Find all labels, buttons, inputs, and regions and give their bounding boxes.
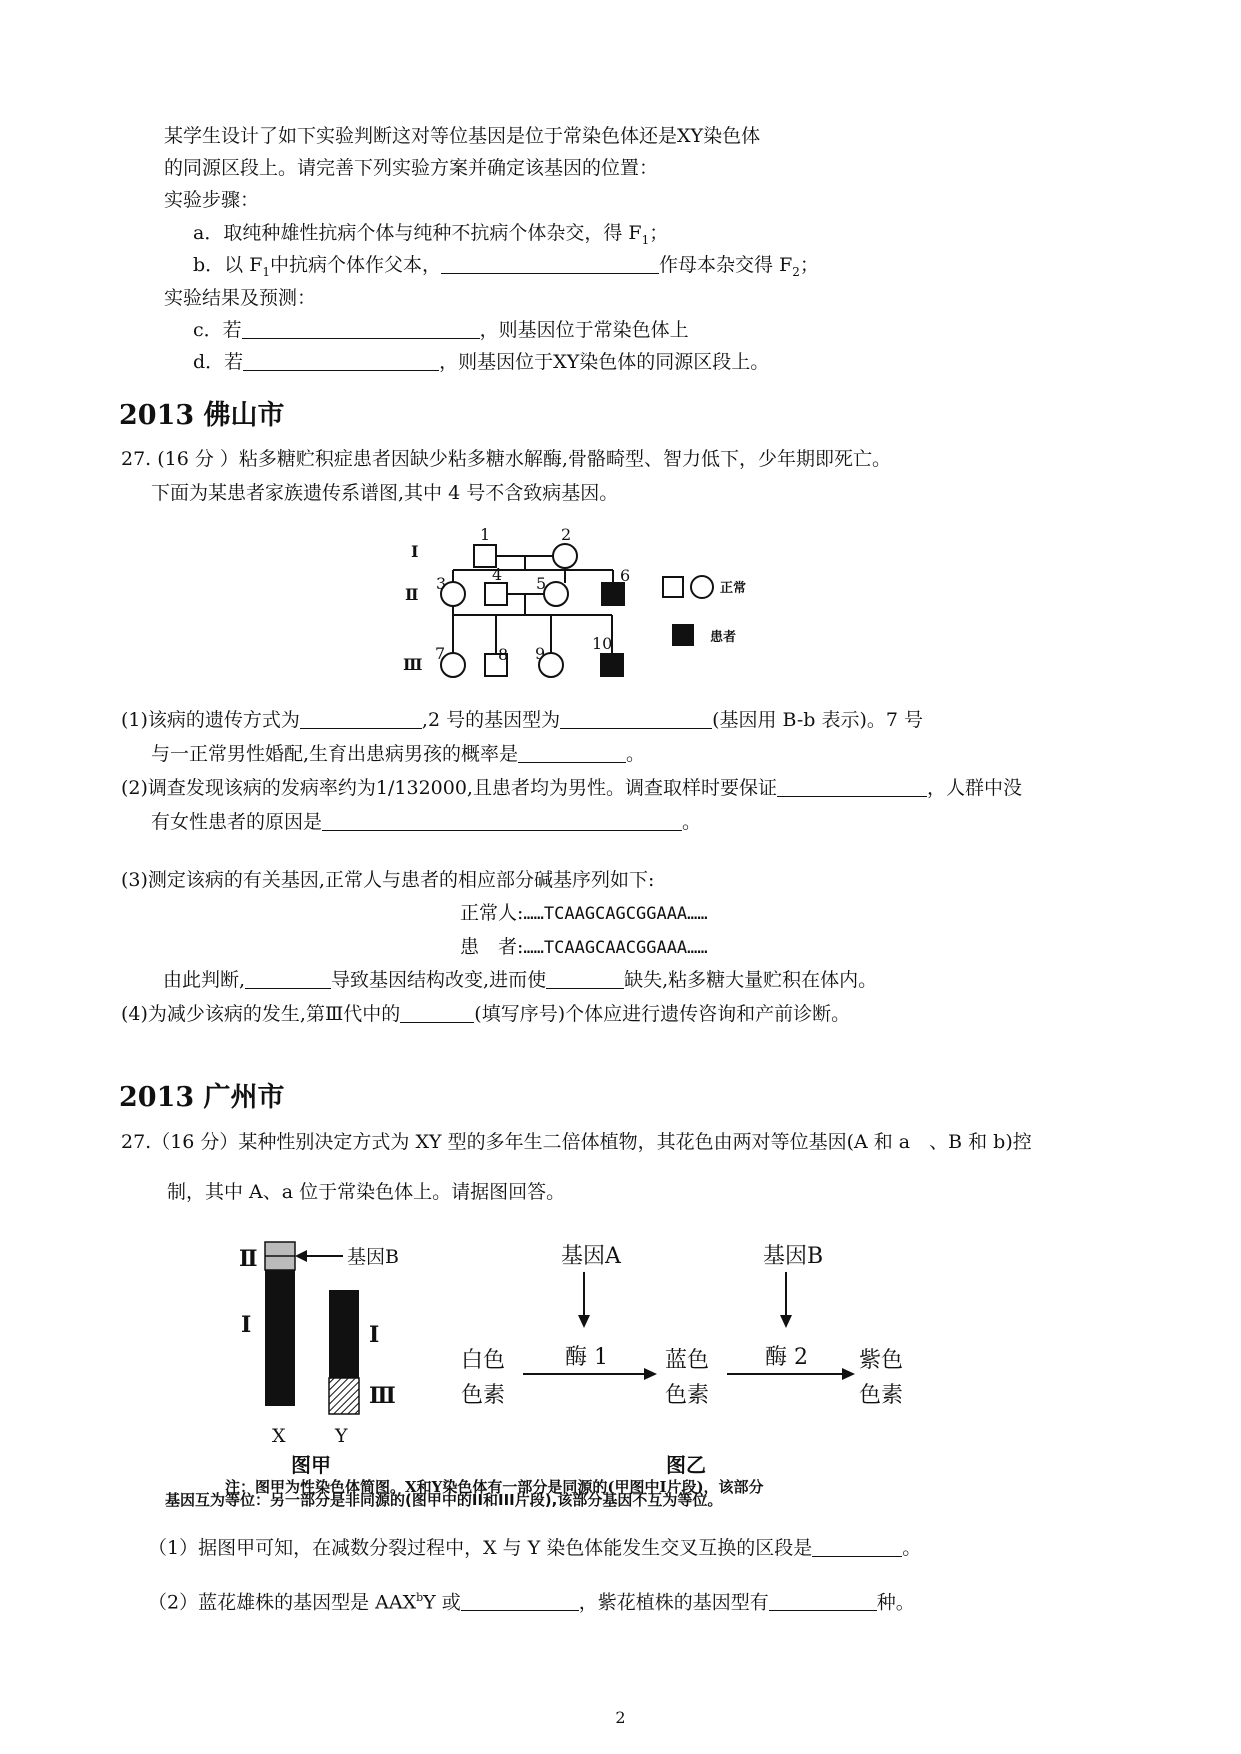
guangzhou-q2-line: [148, 1586, 915, 1614]
step-b-text-1: b．以 F: [193, 254, 263, 276]
label-y-chromosome: Y: [335, 1425, 348, 1447]
pedigree-gen-label-2: Ⅱ: [405, 585, 419, 604]
normal-label: 正常人:: [460, 902, 524, 924]
steps-label: 实验步骤：: [164, 189, 260, 211]
pedigree-individual-1: [474, 545, 496, 567]
x-chromosome-segment-I: [265, 1270, 295, 1406]
foshan-q2-text-a: (2)调查发现该病的发病率约为1/132000,且患者均为男性。调查取样时要保证: [121, 777, 777, 799]
guangzhou-q2-text-b: Y 或: [423, 1591, 461, 1614]
result-c-text-1: c．若: [193, 319, 242, 341]
gene-b-arrow: [295, 1250, 307, 1262]
label-segment-II-left: Ⅱ: [239, 1246, 258, 1272]
foshan-q1-text-c: (基因用 B-b 表示)。7 号: [712, 709, 924, 731]
pedigree-individual-6: [602, 583, 624, 605]
pedigree-chart: [395, 518, 785, 690]
result-d: [193, 350, 769, 374]
foshan-q3-text-d: 缺失,粘多糖大量贮积在体内。: [624, 969, 878, 991]
pedigree-id-7: 7: [435, 644, 446, 663]
arrow-blue-to-purple: [842, 1368, 855, 1380]
step-b-sub: 1: [262, 264, 271, 279]
step-a-sub: 1: [641, 232, 650, 247]
result-d-text-1: d．若: [193, 351, 244, 373]
sex-chromosome-pathway-figure: [225, 1232, 925, 1502]
pedigree-individual-2: [553, 544, 577, 568]
foshan-q4-text-a: (4)为减少该病的发生,第Ⅲ代中的: [121, 1003, 401, 1025]
answer-blank-individuals[interactable]: [400, 1004, 474, 1023]
answer-blank-mutation-cause[interactable]: [245, 970, 331, 989]
pedigree-id-2: 2: [561, 525, 572, 544]
y-chromosome-segment-I: [329, 1290, 359, 1378]
foshan-question-line-1: 27. (16 分 ）粘多糖贮积症患者因缺少粘多糖水解酶,骨骼畸型、智力低下，少年期即死亡。: [121, 448, 891, 470]
answer-blank-genotype-2[interactable]: [560, 710, 712, 729]
answer-blank-step-b[interactable]: [441, 255, 659, 274]
foshan-q1-line-1: [121, 708, 923, 732]
step-b-text-3: 作母本杂交得 F: [659, 254, 793, 276]
answer-blank-inheritance-mode[interactable]: [300, 710, 422, 729]
label-white-pigment-2: 色素: [461, 1383, 506, 1408]
figure-yi-caption: 图乙: [666, 1453, 706, 1477]
pedigree-id-8: 8: [498, 645, 509, 664]
answer-blank-blue-male-genotype[interactable]: [461, 1592, 579, 1611]
guangzhou-q2-text-a: （2）蓝花雄株的基因型是 AAX: [148, 1591, 417, 1614]
label-purple-pigment-1: 紫色: [859, 1348, 904, 1373]
foshan-q2-text-d: 。: [682, 811, 702, 833]
label-purple-pigment-2: 色素: [859, 1383, 904, 1408]
pedigree-id-3: 3: [436, 574, 447, 593]
patient-label: 患 者:: [460, 936, 524, 958]
guangzhou-q2-text-c: ，紫花植株的基因型有: [578, 1591, 769, 1614]
label-blue-pigment-2: 色素: [665, 1383, 710, 1408]
legend-normal-label: 正常: [720, 581, 747, 596]
answer-blank-no-female-reason[interactable]: [322, 812, 682, 831]
label-white-pigment-1: 白色: [461, 1348, 506, 1373]
arrow-gene-a-down: [578, 1315, 590, 1328]
answer-blank-missing-enzyme[interactable]: [546, 970, 624, 989]
guangzhou-q1-line: [148, 1536, 921, 1560]
result-c: [193, 318, 689, 342]
pedigree-individual-4: [485, 583, 507, 605]
foshan-q3-text-c: 导致基因结构改变,进而使: [331, 969, 547, 991]
foshan-q3-line-2: [163, 968, 877, 992]
label-blue-pigment-1: 蓝色: [665, 1348, 710, 1373]
pedigree-id-4: 4: [492, 565, 503, 584]
pedigree-id-1: 1: [480, 525, 491, 544]
intro-line-2: 的同源区段上。请完善下列实验方案并确定该基因的位置：: [164, 157, 659, 179]
step-a-text: a．取纯种雄性抗病个体与纯种不抗病个体杂交，得 F: [193, 222, 642, 244]
legend-normal-male: [663, 577, 683, 597]
pedigree-gen-label-3: Ⅲ: [403, 655, 423, 674]
guangzhou-q1-text-a: （1）据图甲可知，在减数分裂过程中，X 与 Y 染色体能发生交叉互换的区段是: [148, 1537, 813, 1559]
label-x-chromosome: X: [272, 1425, 286, 1447]
step-b-text-2: 中抗病个体作父本，: [270, 254, 442, 276]
foshan-question-line-2: 下面为某患者家族遗传系谱图,其中 4 号不含致病基因。: [151, 482, 619, 504]
label-enzyme-2: 酶 2: [765, 1345, 808, 1370]
foshan-q1-text-a: (1)该病的遗传方式为: [121, 709, 300, 731]
pedigree-individual-5: [544, 582, 568, 606]
label-gene-a: 基因A: [561, 1244, 621, 1269]
arrow-gene-b-down: [780, 1315, 792, 1328]
pedigree-id-10: 10: [592, 634, 613, 653]
page-number: 2: [615, 1708, 626, 1727]
answer-blank-result-c[interactable]: [242, 320, 480, 339]
label-segment-I-left: Ⅰ: [241, 1312, 252, 1338]
foshan-q1-line-2: [151, 742, 645, 766]
figure-note-line-2: 基因互为等位：另一部分是非同源的(图甲中的II和III片段),该部分基因不互为等位。: [165, 1491, 723, 1509]
label-gene-b-right: 基因B: [763, 1244, 824, 1269]
intro-line-1: 某学生设计了如下实验判断这对等位基因是位于常染色体还是XY染色体: [164, 125, 761, 147]
foshan-q2-text-b: ，人群中没: [926, 777, 1022, 799]
normal-sequence: ……TCAAGCAGCGGAAA……: [523, 904, 708, 924]
label-segment-III: Ⅲ: [369, 1383, 396, 1409]
guangzhou-q2-sup: b: [416, 1591, 424, 1604]
step-b: [193, 253, 819, 284]
guangzhou-q2-text-d: 种。: [876, 1591, 915, 1614]
foshan-q2-line-1: [121, 776, 1022, 800]
answer-blank-purple-genotype-count[interactable]: [769, 1592, 877, 1611]
patient-sequence: ……TCAAGCAACGGAAA……: [523, 938, 708, 958]
pedigree-gen-label-1: Ⅰ: [411, 542, 419, 561]
foshan-q4-text-b: (填写序号)个体应进行遗传咨询和产前诊断。: [474, 1003, 851, 1025]
step-a: [193, 221, 668, 252]
arrow-white-to-blue: [644, 1368, 657, 1380]
result-d-text-2: ，则基因位于XY染色体的同源区段上。: [439, 351, 770, 373]
results-label: 实验结果及预测：: [164, 287, 317, 309]
normal-sequence-row: [460, 901, 708, 926]
figure-jia-caption: 图甲: [291, 1453, 331, 1477]
foshan-q4-line: [121, 1002, 850, 1026]
pedigree-individual-10: [601, 654, 623, 676]
answer-blank-result-d[interactable]: [243, 352, 439, 371]
foshan-q1-text-b: ,2 号的基因型为: [421, 709, 561, 731]
foshan-q1-text-e: 。: [626, 743, 646, 765]
answer-blank-crossover-segment[interactable]: [812, 1538, 902, 1557]
result-c-text-2: ，则基因位于常染色体上: [479, 319, 689, 341]
answer-blank-probability[interactable]: [518, 744, 626, 763]
guangzhou-q1-text-b: 。: [902, 1537, 922, 1559]
section-heading-foshan: 2013 佛山市: [119, 400, 285, 431]
legend-patient-male: [673, 625, 693, 645]
pedigree-id-6: 6: [620, 566, 631, 585]
label-gene-b-left: 基因B: [347, 1246, 399, 1268]
patient-sequence-row: [460, 935, 708, 960]
legend-patient-label: 患者: [710, 630, 737, 645]
foshan-q2-line-2: [151, 810, 701, 834]
foshan-q1-text-d: 与一正常男性婚配,生育出患病男孩的概率是: [151, 743, 519, 765]
guangzhou-question-line-1: 27.（16 分）某种性别决定方式为 XY 型的多年生二倍体植物，其花色由两对等位基因(A 和 a 、B 和 b)控: [121, 1131, 1032, 1153]
pedigree-id-9: 9: [535, 644, 546, 663]
step-b-sub-2: 2: [792, 264, 800, 279]
foshan-q3-text-b: 由此判断,: [163, 969, 246, 991]
figure-note-line-1: 注：图甲为性染色体简图。X和Y染色体有一部分是同源的(甲图中I片段)，该部分: [225, 1478, 764, 1496]
foshan-q2-text-c: 有女性患者的原因是: [151, 811, 323, 833]
pedigree-id-5: 5: [536, 574, 547, 593]
guangzhou-question-line-2: 制，其中 A、a 位于常染色体上。请据图回答。: [167, 1181, 566, 1203]
section-heading-guangzhou: 2013 广州市: [119, 1082, 285, 1113]
foshan-q3-line-1: (3)测定该病的有关基因,正常人与患者的相应部分碱基序列如下:: [121, 869, 655, 891]
label-enzyme-1: 酶 1: [565, 1345, 608, 1370]
label-segment-I-right: Ⅰ: [369, 1322, 380, 1348]
y-chromosome-segment-III: [329, 1378, 359, 1414]
step-a-end: ；: [649, 222, 669, 244]
answer-blank-sampling[interactable]: [777, 778, 927, 797]
legend-normal-female: [691, 576, 713, 598]
step-b-end: ；: [799, 254, 819, 276]
